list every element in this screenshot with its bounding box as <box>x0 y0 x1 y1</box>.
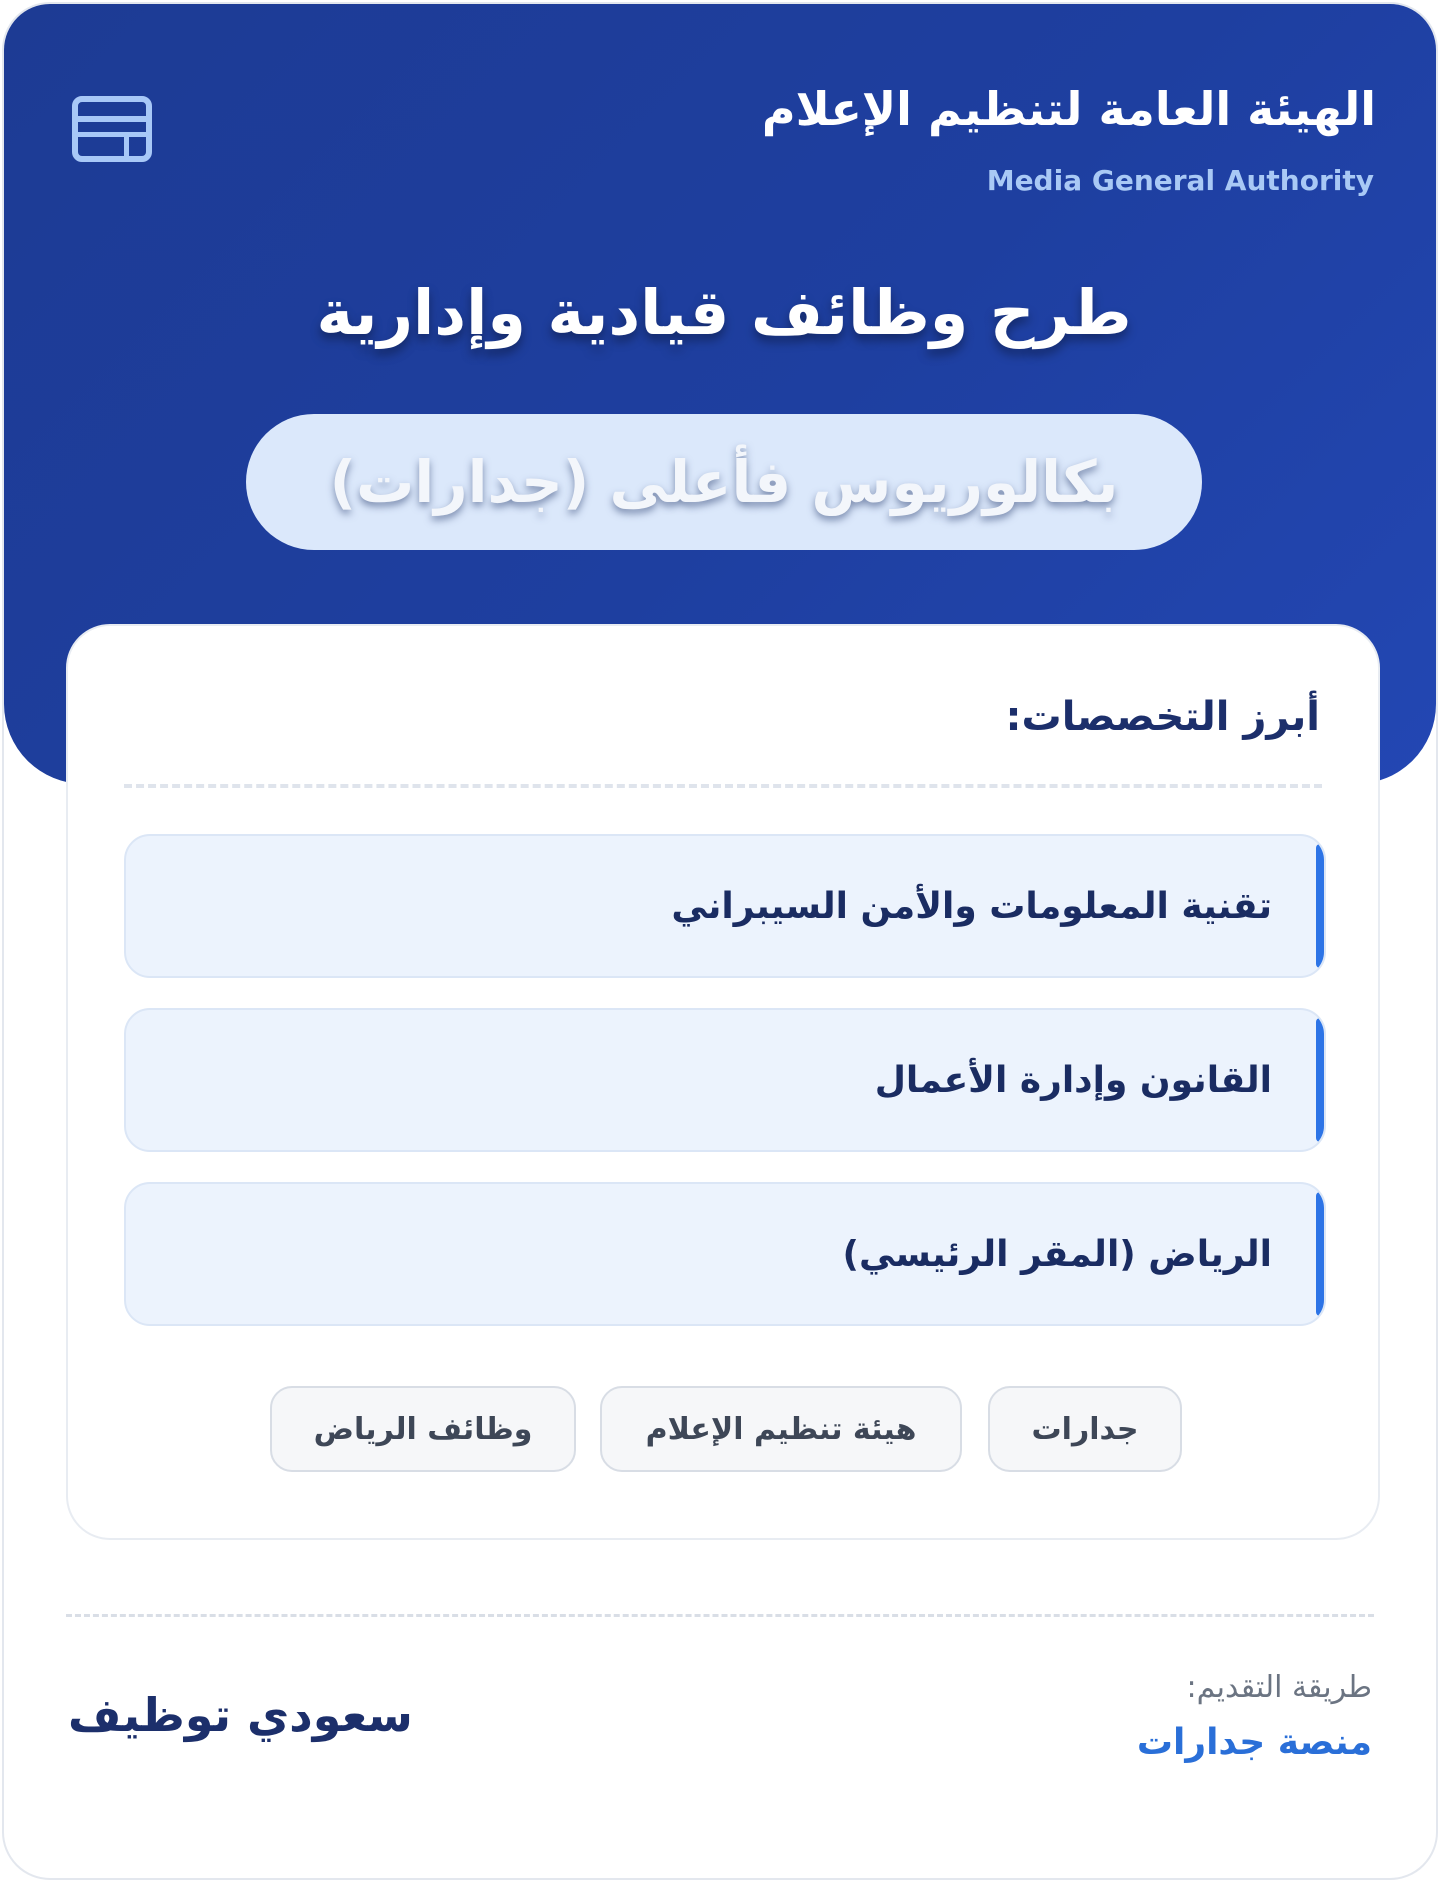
org-name-english: Media General Authority <box>986 164 1374 197</box>
divider <box>124 784 1322 788</box>
specialization-item <box>124 1008 1326 1152</box>
specialization-label: القانون وإدارة الأعمال <box>874 1059 1272 1101</box>
footer-divider <box>66 1614 1374 1617</box>
qualification-badge <box>246 414 1202 550</box>
specialization-item <box>124 1182 1326 1326</box>
specialization-item <box>124 834 1326 978</box>
tag-riyadh-jobs[interactable]: وظائف الرياض <box>270 1386 576 1472</box>
specializations-panel <box>66 624 1380 1540</box>
tag-media-authority[interactable]: هيئة تنظيم الإعلام <box>600 1386 962 1472</box>
newspaper-icon <box>72 96 152 162</box>
brand-name: سعودي توظيف <box>68 1688 413 1742</box>
apply-method-label: طريقة التقديم: <box>1186 1670 1372 1705</box>
qualification-text: بكالوريوس فأعلى (جدارات) <box>329 448 1119 516</box>
specializations-title: أبرز التخصصات: <box>1005 694 1320 740</box>
job-announcement-card <box>2 2 1438 1880</box>
specialization-label: الرياض (المقر الرئيسي) <box>842 1233 1272 1275</box>
page-title: طرح وظائف قيادية وإدارية <box>316 276 1132 349</box>
org-name-arabic: الهيئة العامة لتنظيم الإعلام <box>761 82 1376 136</box>
tag-jadarat[interactable]: جدارات <box>988 1386 1182 1472</box>
specialization-label: تقنية المعلومات والأمن السيبراني <box>671 885 1272 927</box>
apply-method-link[interactable]: منصة جدارات <box>1136 1722 1372 1763</box>
